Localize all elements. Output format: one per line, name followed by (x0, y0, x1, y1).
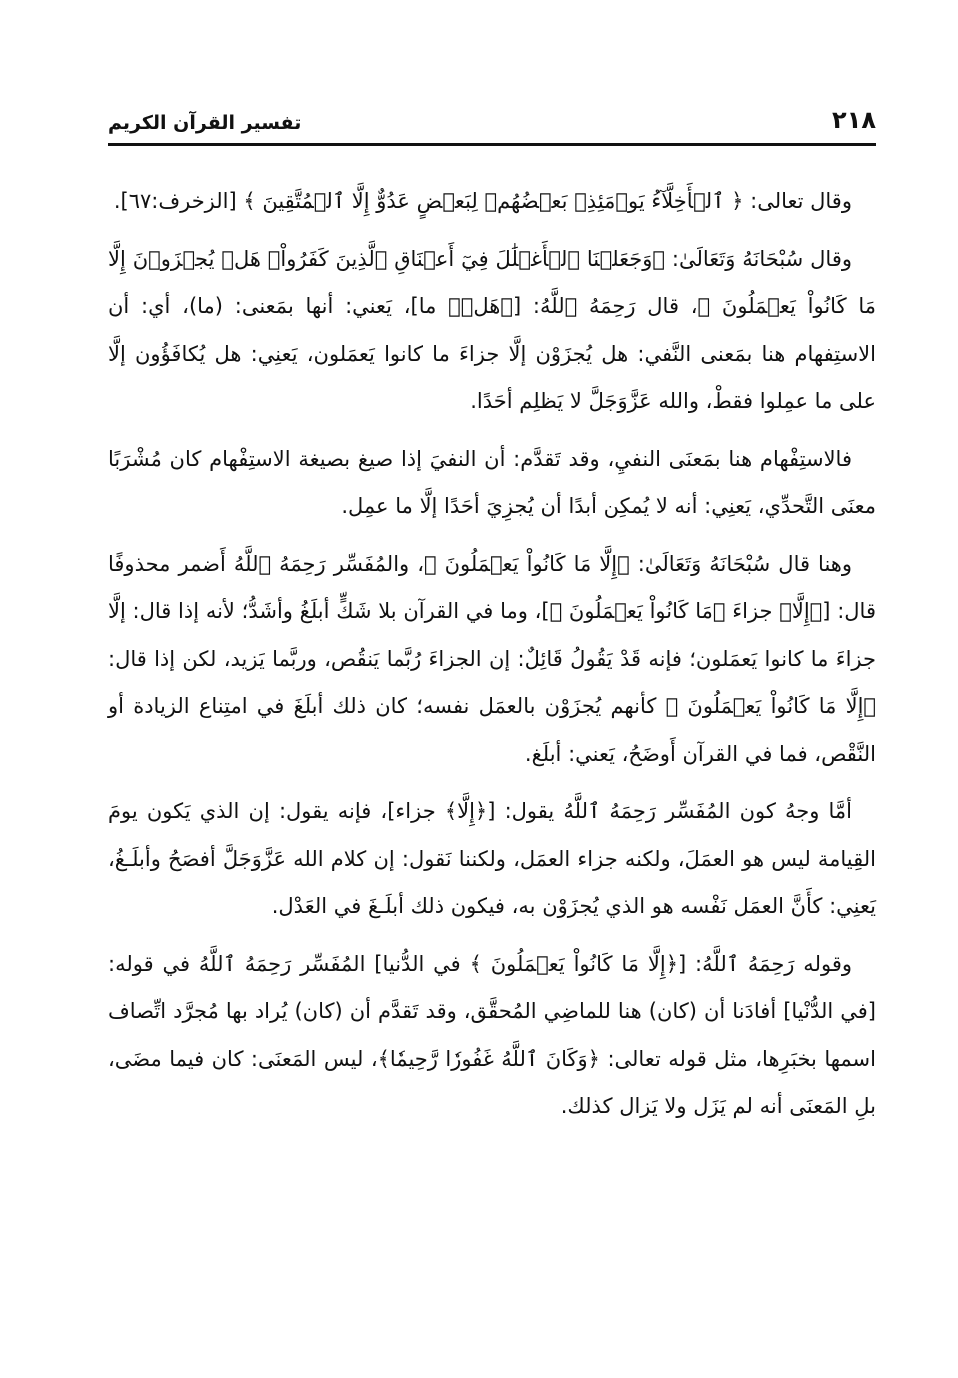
paragraph-4: وهنا قال سُبْحَانَهُ وَتَعَالَىٰ: ﴿إِلَّا مَا كَانُواْ يَعۡمَلُونَ ﴾، والمُفَسِّر رَحِمَهُ ٱللَّهُ أَضمر محذوفًا قال: [﴿إِلَّا﴾ جزاءَ ﴿مَا كَانُواْ يَعۡمَلُونَ ﴾]، وما في القرآن بلا شَكٍّ أبلَغُ وأشَدُّ؛ لأنه إذا قال: إلَّا جزاءَ ما كانوا يَعمَلون؛ فإنه قَدْ يَقُولُ قَائِلٌ: إن الجزاءَ رُبَّما يَنقُص، وربَّما يَزيد، لكن إذا قال: ﴿إِلَّا مَا كَانُواْ يَعۡمَلُونَ ﴾ كأنهم يُجزَوْن بالعمَل نفسه؛ كان ذلك أبلَغَ في امتِناع الزيادة أو النَّقْص، فما في القرآن أَوضَحُ، يَعني: أبلَغ. (108, 551, 876, 766)
paragraph-2: وقال سُبْحَانَهُ وَتَعَالَىٰ: ﴿وَجَعَلۡنَا ٱلۡأَغۡلَٰلَ فِيٓ أَعۡنَاقِ ٱلَّذِينَ كَفَرُواْۚ هَلۡ يُجۡزَوۡنَ إِلَّا مَا كَانُواْ يَعۡمَلُونَ ﴾، قال رَحِمَهُ ٱللَّهُ: [﴿هَلۡ﴾ ما]، يَعني: أنها بمَعنى: (ما)، أي: أن الاستِفهام هنا بمَعنى النَّفي: هل يُجزَوْن إلَّا جزاءَ ما كانوا يَعمَلون، يَعنِي: هل يُكافَؤُون إلَّا على ما عمِلوا فقطْ، والله عَزَّوَجَلَّ لا يَظلِم أحَدًا. (108, 246, 876, 413)
header-divider (108, 143, 876, 146)
page-body (108, 178, 876, 1141)
book-title: تفسير القرآن الكريم (108, 112, 302, 134)
paragraph-3: فالاستِفْهام هنا بمَعنَى النفيِ، وقد تَقدَّم: أن النفيَ إذا صيغ بصيغة الاستِفْهام كان مُشْرَبًا معنَى التَّحدِّي، يَعنِي: أنه لا يُمكِن أبدًا أن يُجزِيَ أحَدًا إلَّا ما عمِل. (108, 446, 876, 518)
paragraph-6: وقوله رَحِمَهُ ٱللَّهُ: [﴿إِلَّا مَا كَانُواْ يَعۡمَلُونَ ﴾ في الدُّنيا] المُفَسِّر رَحِمَهُ ٱللَّهُ في قوله: [في الدُّنْيا] أفادَنا أن (كان) هنا للماضِي المُحقَّق، وقد تَقدَّم أن (كان) يُراد بها مُجرَّد اتِّصاف اسمها بخبَرِها، مثل قوله تعالى: ﴿وَكَانَ ٱللَّهُ غَفُورٗا رَّحِيمٗا﴾، ليس المَعنَى: كان فيما مضَى، بلِ المَعنَى أنه لم يَزَل ولا يَزال كذلك. (108, 951, 876, 1118)
page-header (108, 100, 876, 146)
paragraph-1: وقال تعالى: ﴿ ٱلۡأَخِلَّآءُ يَوۡمَئِذِۭ بَعۡضُهُمۡ لِبَعۡضٍ عَدُوٌّ إِلَّا ٱلۡمُتَّقِينَ ﴾ [الزخرف:٦٧]. (113, 189, 852, 213)
paragraph-5: أمَّا وجهُ كون المُفَسِّر رَحِمَهُ ٱللَّهُ يقول: [﴿إِلَّا﴾ جزاء]، فإنه يقول: إن الذي يَكون يومَ القِيامة ليس هو العمَلَ، ولكنه جزاء العمَل، ولكننا نَقول: إن كلام الله عَزَّوَجَلَّ أفصَحُ وأبلَـغُ، يَعنِي: كأَنَّ العمَل نَفْسه هو الذي يُجزَوْن به، فيكون ذلك أبلَـغَ في العَدْل. (108, 799, 876, 918)
page-number: ٢١٨ (832, 106, 876, 134)
